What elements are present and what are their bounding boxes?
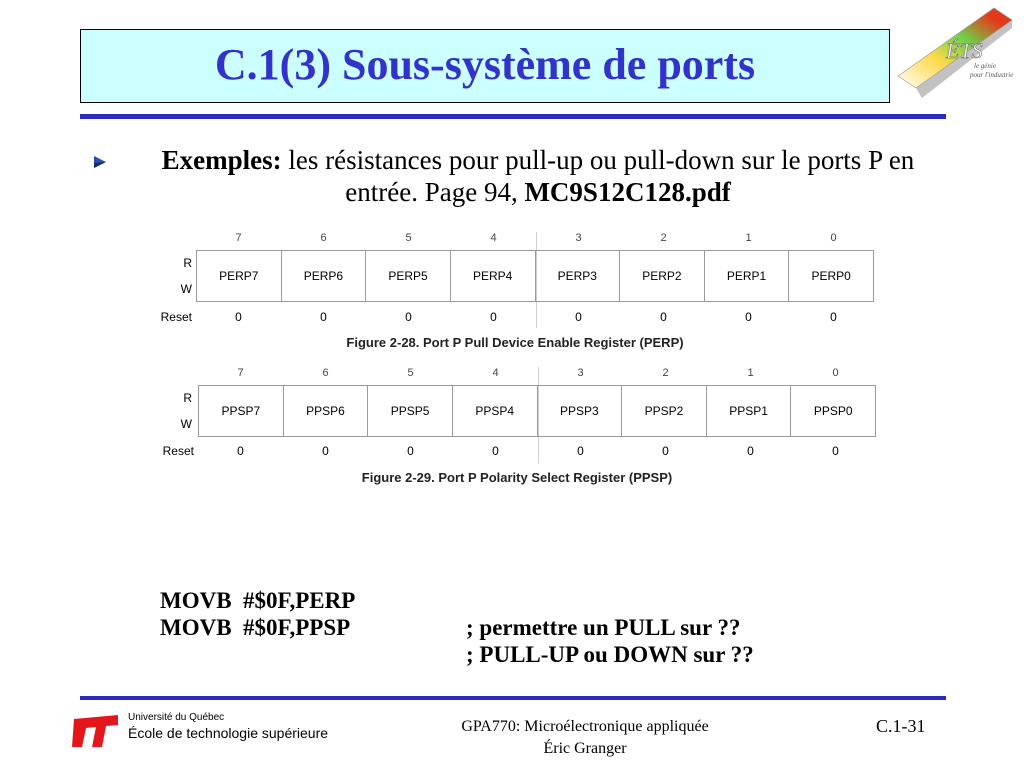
author-name: Éric Granger — [543, 740, 627, 757]
register-field: PPSP1 — [707, 386, 792, 436]
register-field: PERP2 — [620, 251, 705, 301]
write-label: W — [180, 282, 192, 296]
bullet-body: les résistances pour pull-up ou pull-down sur le ports P en entrée. Page 94, — [281, 145, 915, 207]
write-label: W — [180, 417, 192, 431]
register-field: PPSP3 — [538, 386, 623, 436]
header-rule — [80, 114, 946, 119]
bit-number: 4 — [492, 367, 499, 379]
bit-number: 6 — [322, 367, 329, 379]
bit-number: 5 — [405, 232, 412, 244]
bit-number: 0 — [832, 367, 839, 379]
reset-value: 0 — [745, 310, 752, 324]
bullet-text — [128, 144, 948, 208]
bit-number: 5 — [407, 367, 414, 379]
register-ppsp — [150, 367, 880, 489]
bit-number: 3 — [575, 232, 582, 244]
reset-value: 0 — [405, 310, 412, 324]
register-field: PERP7 — [197, 251, 282, 301]
reset-label: Reset — [160, 310, 192, 324]
register-fields — [196, 250, 874, 302]
register-field: PPSP2 — [622, 386, 707, 436]
reset-value: 0 — [575, 310, 582, 324]
university-name: Université du Québec — [128, 712, 225, 723]
register-fields — [198, 385, 876, 437]
ets-logo — [894, 6, 1016, 110]
reset-values — [198, 444, 878, 460]
bit-number: 7 — [237, 367, 244, 379]
code-comment: ; permettre un PULL sur ?? — [466, 615, 741, 640]
bit-number: 2 — [662, 367, 669, 379]
bit-number: 6 — [320, 232, 327, 244]
logo-tagline-2: pour l'industrie — [970, 71, 1014, 79]
register-perp — [150, 232, 880, 354]
register-field: PERP3 — [536, 251, 621, 301]
register-field: PERP0 — [811, 269, 851, 283]
page-number: C.1-31 — [876, 716, 926, 736]
course-name: GPA770: Microélectronique appliquée — [461, 718, 709, 735]
reset-value: 0 — [237, 444, 244, 458]
reset-label: Reset — [162, 444, 194, 458]
reset-value: 0 — [747, 444, 754, 458]
register-field: PPSP6 — [284, 386, 369, 436]
reset-value: 0 — [660, 310, 667, 324]
logo-letters: ÉTS — [946, 38, 983, 63]
code-instruction: MOVB #$0F,PERP — [160, 588, 356, 613]
reset-value: 0 — [235, 310, 242, 324]
reset-value: 0 — [577, 444, 584, 458]
register-field: PPSP4 — [453, 386, 538, 436]
reset-value: 0 — [407, 444, 414, 458]
reset-value: 0 — [490, 310, 497, 324]
bit-number: 3 — [577, 367, 584, 379]
code-instruction: MOVB #$0F,PPSP — [160, 615, 351, 640]
reset-value: 0 — [832, 444, 839, 458]
reset-value: 0 — [320, 310, 327, 324]
register-field: PPSP7 — [199, 386, 284, 436]
bit-number: 0 — [830, 232, 837, 244]
footer-rule — [80, 696, 946, 700]
slide-title: C.1(3) Sous-système de ports — [214, 39, 756, 89]
bit-number: 4 — [490, 232, 497, 244]
school-name: École de technologie supérieure — [128, 725, 329, 741]
register-field: PERP5 — [366, 251, 451, 301]
read-label: R — [183, 391, 192, 405]
title-box — [80, 29, 890, 103]
register-field: PPSP5 — [368, 386, 453, 436]
register-field: PPSP0 — [813, 404, 853, 418]
register-field: PERP6 — [282, 251, 367, 301]
bit-number: 7 — [235, 232, 242, 244]
bit-number: 1 — [747, 367, 754, 379]
bullet-label: Exemples: — [161, 145, 282, 175]
figure-caption: Figure 2-28. Port P Pull Device Enable Register (PERP) — [346, 335, 684, 350]
reset-values — [196, 310, 876, 326]
register-field: PERP1 — [705, 251, 790, 301]
triangle-bullet-icon — [92, 154, 108, 170]
footer-course — [390, 716, 780, 760]
register-field: PERP4 — [451, 251, 536, 301]
reset-value: 0 — [492, 444, 499, 458]
read-label: R — [183, 256, 192, 270]
bit-number: 2 — [660, 232, 667, 244]
reset-value: 0 — [830, 310, 837, 324]
uq-logo-icon — [72, 713, 124, 749]
code-comment: ; PULL-UP ou DOWN sur ?? — [466, 642, 754, 667]
bullet-ref: MC9S12C128.pdf — [524, 177, 731, 207]
reset-value: 0 — [662, 444, 669, 458]
reset-value: 0 — [322, 444, 329, 458]
figure-caption: Figure 2-29. Port P Polarity Select Register (PPSP) — [361, 470, 673, 485]
bit-number: 1 — [745, 232, 752, 244]
code-block — [160, 560, 754, 667]
bit-numbers — [196, 367, 876, 381]
logo-tagline-1: le génie — [974, 62, 996, 70]
